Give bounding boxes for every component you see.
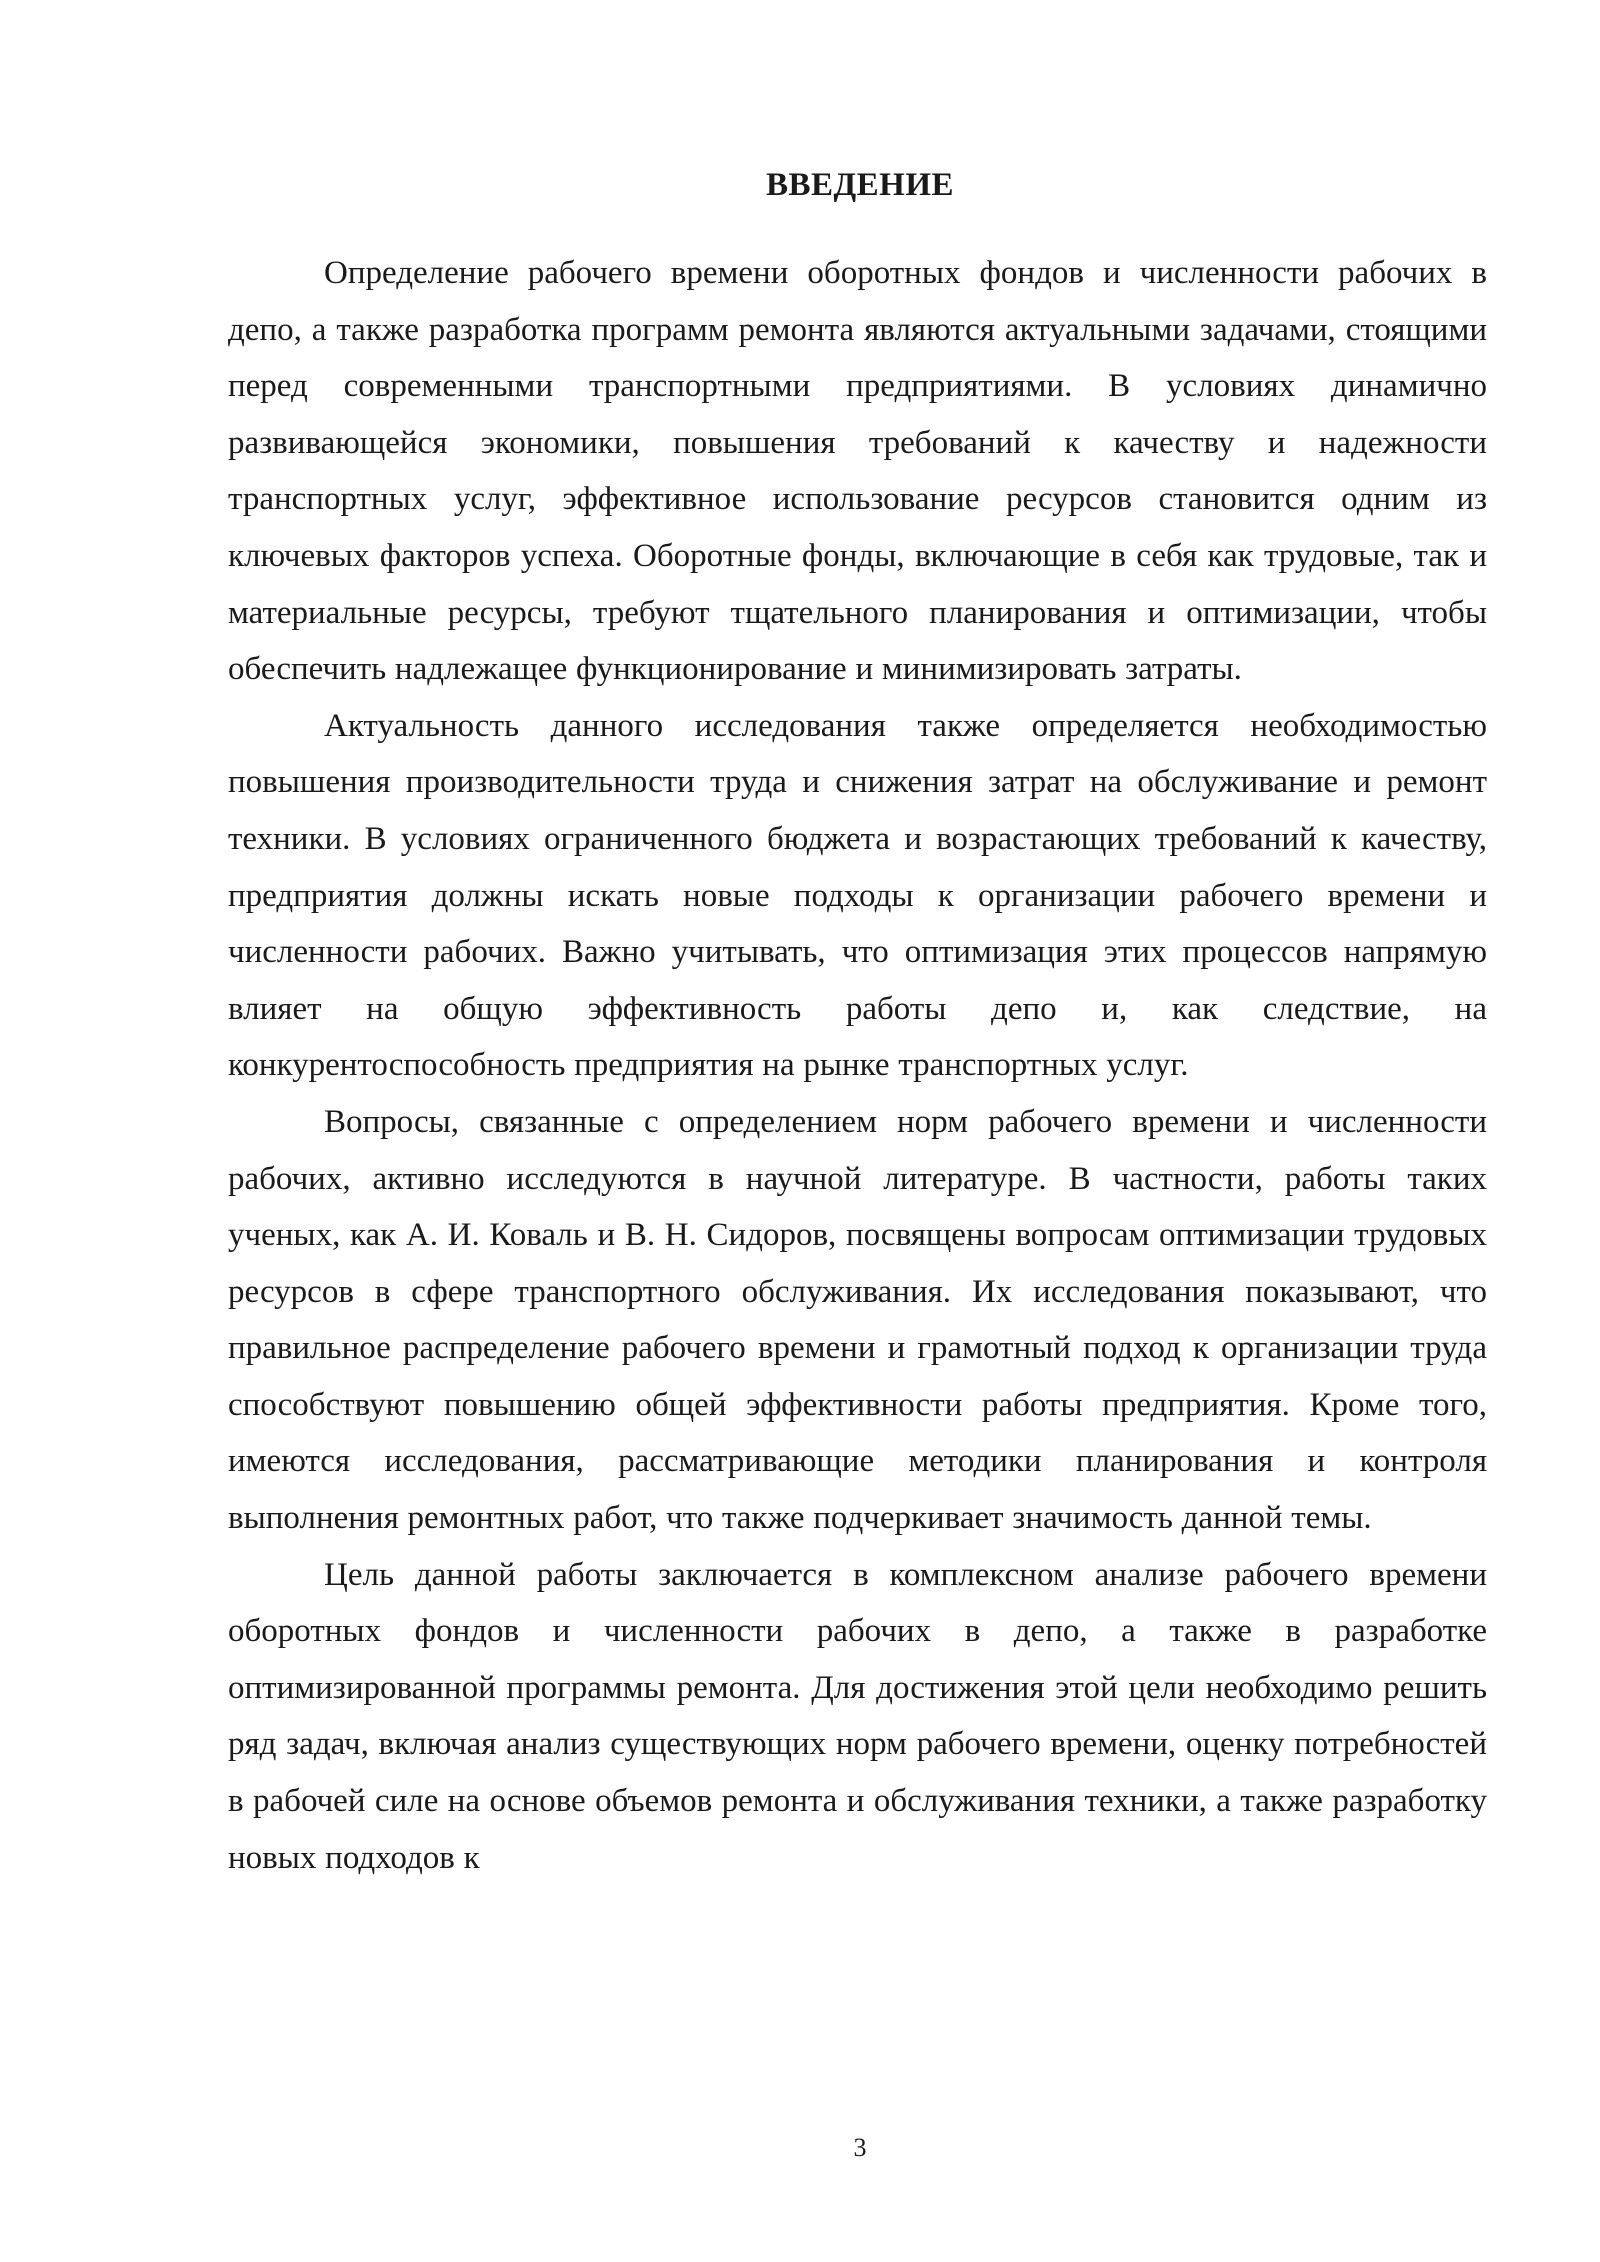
paragraph-relevance-intro: Определение рабочего времени оборотных фондов и численности рабочих в депо, а также разработка программ ремонта являются актуальными задачами, стоящими перед современными транспортными предприятиями. В условиях динамично развивающейся экономики, повышения требований к качеству и надежности транспортных услуг, эффективное использование ресурсов становится одним из ключевых факторов успеха. Оборотные фонды, включающие в себя как трудовые, так и материальные ресурсы, требуют тщательного планирования и оптимизации, чтобы обеспечить надлежащее функционирование и минимизировать затраты. [228, 255, 1487, 688]
paragraph-literature-review: Вопросы, связанные с определением норм рабочего времени и численности рабочих, активно исследуются в научной литературе. В частности, работы таких ученых, как А. И. Коваль и В. Н. Сидоров, посвящены вопросам оптимизации трудовых ресурсов в сфере транспортного обслуживания. Их исследования показывают, что правильное распределение рабочего времени и грамотный подход к организации труда способствуют повышению общей эффективности работы предприятия. Кроме того, имеются исследования, рассматривающие методики планирования и контроля выполнения ремонтных работ, что также подчеркивает значимость данной темы. [228, 1103, 1487, 1537]
page-title: ВВЕДЕНИЕ [765, 167, 955, 203]
page-number: 3 [853, 2133, 867, 2162]
paragraph-goal: Цель данной работы заключается в комплексном анализе рабочего времени оборотных фондов и численности рабочих в депо, а также в разработке оптимизированной программы ремонта. Для достижения этой цели необходимо решить ряд задач, включая анализ существующих норм рабочего времени, оценку потребностей в рабочей силе на основе объемов ремонта и обслуживания техники, а также разработку новых подходов к [228, 1556, 1487, 1876]
paragraph-relevance: Актуальность данного исследования также определяется необходимостью повышения производительности труда и снижения затрат на обслуживание и ремонт техники. В условиях ограниченного бюджета и возрастающих требований к качеству, предприятия должны искать новые подходы к организации рабочего времени и численности рабочих. Важно учитывать, что оптимизация этих процессов напрямую влияет на общую эффективность работы депо и, как следствие, на конкурентоспособность предприятия на рынке транспортных услуг. [228, 707, 1487, 1084]
body-text [228, 245, 1487, 1886]
